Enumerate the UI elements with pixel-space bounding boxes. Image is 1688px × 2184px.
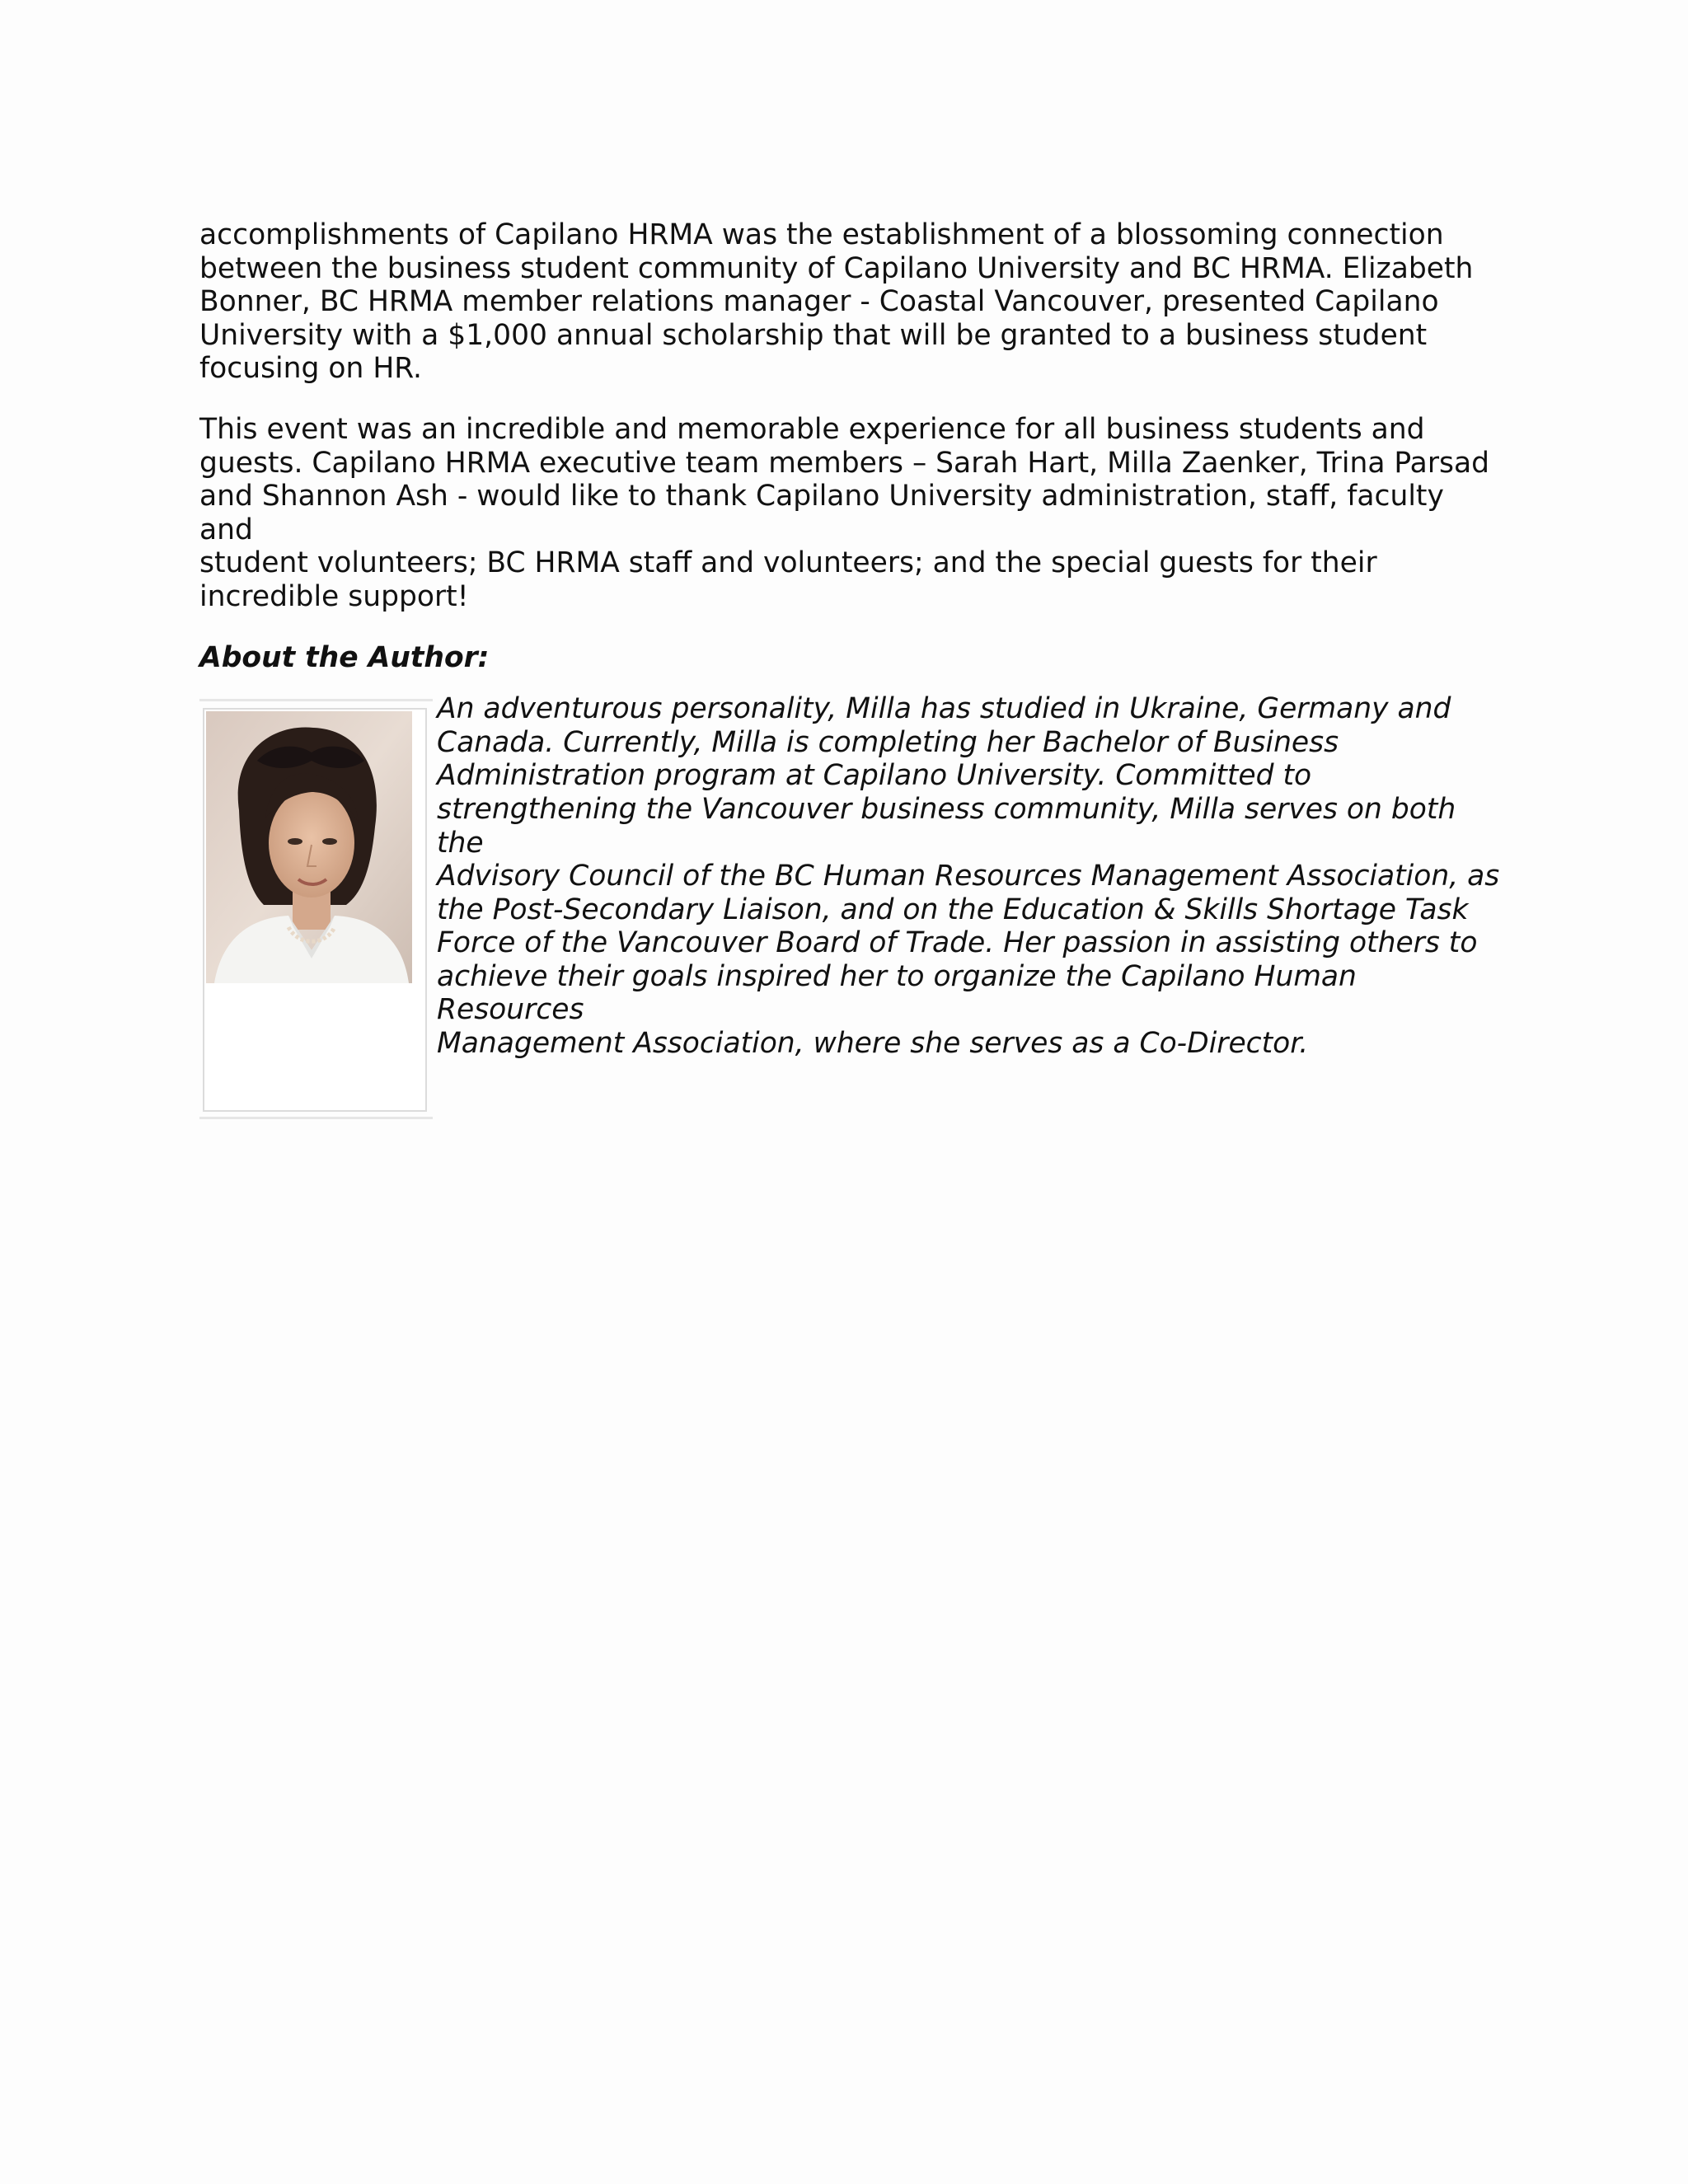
author-photo-container (203, 708, 427, 1112)
author-photo (206, 711, 412, 983)
body-paragraph-1: accomplishments of Capilano HRMA was the establishment of a blossoming connection between the business student community of Capilano University and BC HRMA. Elizabeth Bonner, BC HRMA member relations manager - Coastal Vancouver, presented Capilano University with a $1,000 annual scholarship that will be granted to a business student focusing on HR. (199, 218, 1474, 386)
document-page (199, 218, 1502, 1127)
author-heading: About the Author: (199, 640, 490, 674)
author-bio: An adventurous personality, Milla has studied in Ukraine, Germany and Canada. Currently, Milla is completing her Bachelor of Business Administration program at Capilano University. Committed to strengthening the Vancouver business community, Milla serves on both the Advisory Council of the BC Human Resources Management Association, as the Post-Secondary Liaison, and on the Education & Skills Shortage Task Force of the Vancouver Board of Trade. Her passion in assisting others to achieve their goals inspired her to organize the Capilano Human Resources Management Association, where she serves as a Co-Director. (437, 692, 1500, 1061)
author-section (199, 692, 1502, 1127)
author-photo-frame (199, 699, 433, 1119)
body-paragraph-2: This event was an incredible and memorable experience for all business students and guests. Capilano HRMA executive team members – Sarah Hart, Milla Zaenker, Trina Parsad and Shannon Ash - would like to thank Capilano University administration, staff, faculty and student volunteers; BC HRMA staff and volunteers; and the special guests for their incredible support! (199, 412, 1490, 613)
